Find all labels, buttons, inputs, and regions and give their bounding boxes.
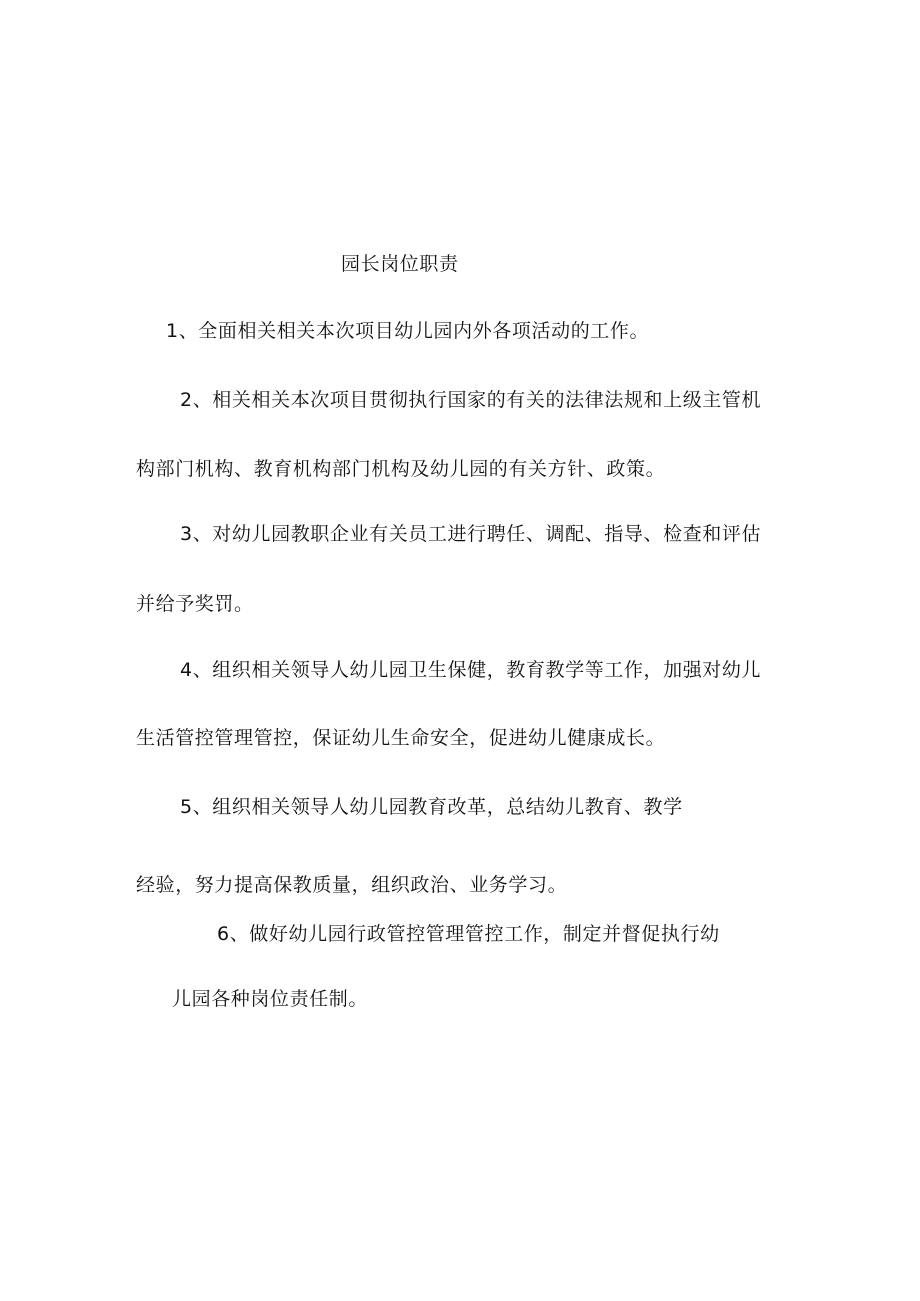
item-2-line-2: 构部门机构、教育机构部门机构及幼儿园的有关方针、政策。 xyxy=(136,458,666,480)
item-4-line-1: 4、组织相关领导人幼儿园卫生保健，教育教学等工作，加强对幼儿 xyxy=(180,659,762,681)
item-6-line-2: 儿园各种岗位责任制。 xyxy=(172,988,369,1010)
item-2-line-1: 2、相关相关本次项目贯彻执行国家的有关的法律法规和上级主管机 xyxy=(180,389,762,411)
item-1-line-1: 1、全面相关相关本次项目幼儿园内外各项活动的工作。 xyxy=(166,320,650,342)
item-6-line-1: 6、做好幼儿园行政管控管理管控工作，制定并督促执行幼 xyxy=(217,923,720,945)
item-5-line-1: 5、组织相关领导人幼儿园教育改革，总结幼儿教育、教学 xyxy=(180,796,683,818)
document-title: 园长岗位职责 xyxy=(341,253,459,275)
item-5-line-2: 经验，努力提高保教质量，组织政治、业务学习。 xyxy=(136,874,568,896)
item-4-line-2: 生活管控管理管控，保证幼儿生命安全，促进幼儿健康成长。 xyxy=(136,727,666,749)
item-3-line-2: 并给予奖罚。 xyxy=(136,593,254,615)
item-3-line-1: 3、对幼儿园教职企业有关员工进行聘任、调配、指导、检查和评估 xyxy=(180,523,762,545)
